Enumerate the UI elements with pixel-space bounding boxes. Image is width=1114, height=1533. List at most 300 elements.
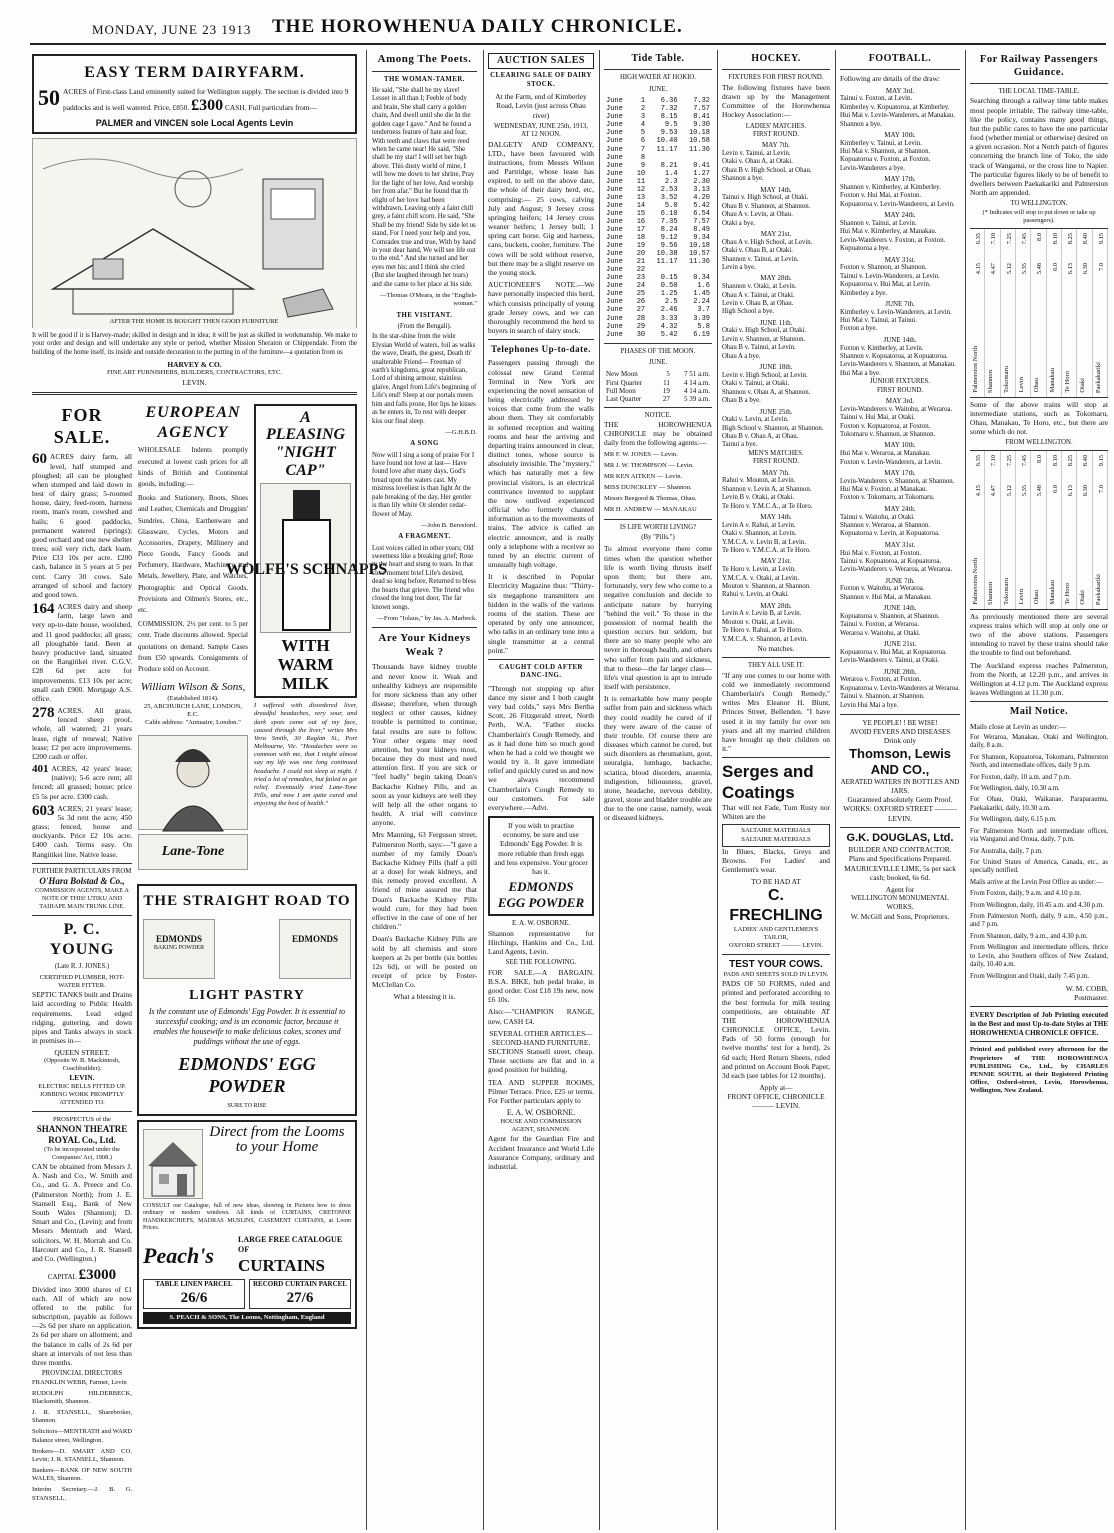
rail-station-name: Otaki [1079,590,1087,605]
poem4-text: Lost voices called in other years; Old sweetness like a breaking grief; Rose in the heart and stung to tears. In that clear moment brief Life's desired, dead so long before, Returned to bless the hearts that grieve. The friend who closed the long lost door, The far known songs. [372,544,477,611]
moon-cell: New Moon [606,370,638,379]
tide-cell: 9.53 [660,129,678,138]
tide-row [604,306,712,314]
tide-cell: 11.17 [656,145,678,154]
rail-station-column [1093,229,1108,397]
fixture-line: Foxton v. Levin-Wanderers, at Levin. [840,458,942,466]
divider [840,714,960,715]
moon-cell: 11 [663,378,670,387]
young-trade: CERTIFIED PLUMBER, HOT-WATER FITTER. [39,973,125,989]
tide-cell: 2.53 [660,185,678,194]
auckland-express: The Auckland express reaches Palmerston, from the North, at 12.20 p.m., and arrives in Wellington at 4.12 p.m. The Auckland express leaves Wellington at 11.30 p.m. [970,660,1108,698]
tide-cell: 15 [636,209,646,218]
fixture-line: Otaki v. Shannon, at Levin. [722,530,797,538]
ye-people: YE PEOPLE! ! BE WISE! [862,719,938,728]
tide-cell: 19 [636,242,646,251]
tide-cell: 2.24 [693,298,710,307]
moon-cell: First Quarter [606,378,642,387]
rail-time: 5.12 [1005,484,1013,496]
dairyfarm-text: ACRES of First-class Land eminently suited for Wellington supply. The section is divided into 9 paddocks and is well watered. Price, £850. [63,86,349,112]
monumental-works: WELLINGTON MONUMENTAL WORKS. [851,894,949,911]
fixture-line: Tainui v. Shannon, at Shannon. [840,693,925,701]
rail-time: 5.35 [1020,484,1028,496]
rail-time: 4.15 [975,484,982,496]
tide-cell: 3.52 [660,193,678,202]
fixture-line: Kopuatoroa v. Levin, at Kopuatoroa. [840,530,940,538]
rail-time: 4.15 [975,262,982,274]
divider [372,71,477,72]
agents-list [604,451,712,515]
divider [840,69,960,70]
divider [970,1006,1108,1007]
tide-cell: 10.18 [688,242,710,251]
hockey-mens-fixtures [722,469,830,644]
tide-cell: June [606,250,623,259]
tide-cell: 2.5 [664,298,678,307]
kidneys-p2: Mrs Manning, 63 Ferguson street, Palmerston North, says:—"I gave a number of my family Doan's Backache Kidney Pills (half a pill at a dose) for weak kidneys, and this remedy proved excellent. A friend of mine assured me that Doan's Backache Kidney Pills would cure, for they had been effective in the case of one of her children." [372,830,477,932]
tide-cell: 3.39 [693,314,710,323]
column-5 [604,50,712,1530]
tide-cell: June [606,201,623,210]
tide-row [604,315,712,323]
rail-time: 8.25 [1066,454,1074,466]
lady-portrait [138,735,248,830]
fixture-line: Hui Mai v. Tainui, at Tainui. [840,317,917,325]
kidneys-footer: What a blessing it is. [393,992,456,1002]
tide-cell: 2.46 [660,306,678,315]
tide-cell: 8.21 [660,161,678,170]
peach-footer: S. PEACH & SONS, The Looms, Nottingham, England [143,1312,351,1324]
rail-time: 7.45 [1020,454,1028,466]
tide-cell: June [606,274,623,283]
edmonds-tin-sub: BAKING POWDER [153,944,205,951]
fixture-line: Y.M.C.A. v. Otaki, at Levin. [722,574,800,582]
sale1-num: 60 [32,451,47,468]
tide-cell: June [606,137,623,146]
railway-sub: THE LOCAL TIME-TABLE. [998,88,1080,96]
tide-cell: 2.3 [664,177,678,186]
sale4-num: 401 [32,763,49,776]
mail-item: From Shannon, daily, 9 a.m., and 4.30 p.m. [970,932,1088,940]
fixture-date: JUNE 7th. [885,299,915,308]
tide-cell: June [606,185,623,194]
fixture-line: Levin A v. Rahui, at Levin. [722,521,796,529]
wilson-addr: 25, ABCHURCH LANE, LONDON, E.C. [143,702,243,719]
fixture-line: Te Horo v. Levin, at Levin. [722,566,796,574]
tide-row [604,234,712,242]
rail-station-column [1001,229,1016,397]
sale3-text: ACRES. All grass, fenced sheep proof, whole, all watered; 21 years lease, right of renewal; Native lease; £2 per acre improvements. £200 cash or offer. [32,706,132,761]
bolstad-firm: O'Hara Bolstad & Co., [39,876,125,887]
tide-cell: June [606,225,623,234]
rail-station-name: Paekakariki [1094,361,1102,393]
fixture-date: JUNE 14th. [883,604,917,613]
telephones-heading: Telephones Up-to-date. [491,344,591,355]
harvey-town: LEVIN. [182,377,207,387]
tide-row [604,137,712,145]
fixture-date: MAY 14th. [760,513,792,522]
rail-prev-note: As previously mentioned there are several express trains which will stop at only one or two of the above stations. Passengers intending to travel by these trains should take the trouble to find out beforehand. [970,611,1108,658]
tide-row [604,331,712,339]
avoid-fevers: AVOID FEVERS AND DISEASES [849,727,951,736]
fixture-line: Levin B v. Otaki, at Otaki. [722,494,795,502]
tide-cell: 14 [636,201,646,210]
fixture-date: JUNE 7th. [885,576,915,585]
record-curtain-parcel [249,1279,351,1308]
tide-row [604,105,712,113]
column-3 [372,50,477,1530]
tide-sub: HIGH WATER AT HOKIO. [619,74,697,82]
junior-first-round: FIRST ROUND. [877,386,923,394]
tide-cell: June [606,209,623,218]
fixture-line: Kopuatoroa v. Shannon, at Shannon. [840,612,940,620]
straight-road-heading: THE STRAIGHT ROAD TO [143,893,351,909]
mail-item: From Wellington, daily, 10.45 a.m. and 4.30 p.m. [970,901,1104,909]
tide-cell: 26 [636,298,646,307]
edmonds-egg-ad [488,816,594,916]
tide-cell: 8 [640,153,646,162]
divider [604,69,712,70]
tide-cell: June [606,169,623,178]
issue-date: MONDAY, JUNE 23 1913 [92,22,252,37]
tide-cell: 6.54 [693,209,710,218]
fixture-date: MAY 31st. [884,540,916,549]
fixture-line: Levin-Wanderers v. Foxton, at Foxton. [840,236,946,244]
tide-row [604,162,712,170]
mail-item: For Foxton, daily, 10 a.m. and 7 p.m. [970,773,1071,781]
agent-item: MR H. ANDREW — MANAKAU [604,506,697,514]
rail-station-name: Te Horo [1063,370,1071,393]
fixture-line: Otaki v. Ohau A, at Otaki. [722,158,793,166]
mail-list [970,734,1108,981]
sale2-num: 164 [32,601,55,618]
rail-station-column [1047,451,1062,609]
poem1-credit: —Thomas O'Meara, in the "English-woman." [379,292,477,308]
osborne-text: Shannon representative for Hitchings, Hankins and Co., Ltd. Land Agents, Levin. [488,928,594,957]
fixture-line: Shannon v. Ohau A, at Shannon. [722,388,811,396]
moon-cell: 19 [662,386,670,395]
tide-row [604,226,712,234]
fixture-date: JUNE 25th. [759,407,793,416]
column-6 [722,50,830,1530]
tide-row [604,210,712,218]
rail-station-column [1077,451,1092,609]
tide-cell: June [606,129,623,138]
for-sale-range: Also:—"CHAMPION RANGE, new, CASH £4. [488,1007,594,1026]
tide-row [604,146,712,154]
test-cows-heading: TEST YOUR COWS. [729,958,823,970]
fixture-line: Ohau B v. Shannon, at Shannon. [722,202,811,210]
poem4-credit: —From "Iolaus," by Jas. A. Marbeck. [377,614,477,622]
see-following: SEE THE FOLLOWING. [505,959,577,967]
poem2-credit: —G.H.B.D. [445,429,477,436]
fixture-line: Tainui v. High School, at Otaki. [722,194,809,202]
record-curtain-price: 27/6 [286,1289,314,1306]
peach-brand: Peach's [143,1243,214,1269]
moon-row [604,379,712,387]
tide-row [604,186,712,194]
fixture-line: Te Horo v. Y.M.C.A., at Te Horo. [722,502,813,510]
tide-row [604,266,712,274]
tide-cell: 0.34 [693,274,710,283]
edmonds-tin-left [143,919,215,979]
table-linen-label: TABLE LINEN PARCEL [155,1280,233,1289]
tide-row [604,202,712,210]
fixture-line: Kopuatoroa v. Hui Mai, at Levin. [840,281,931,289]
caught-cold-heading: CAUGHT COLD AFTER DANC-ING. [499,663,583,680]
mail-item: From Foxton, daily, 9 a.m. and 4.10 p.m. [970,890,1082,898]
fixture-line: Weraroa v. Foxton, at Foxton. [840,676,922,684]
rail-timetable-to-wellington [970,228,1108,398]
dairyfarm-cash-suffix: CASH. Full particulars from— [224,103,317,112]
rail-station-name: Palmerston North [972,345,979,393]
fixture-line: Otaki v. Levin, at Levin. [722,416,789,424]
tide-row [604,282,712,290]
tide-cell: June [606,242,623,251]
european-agency-heading: EUROPEAN AGENCY [145,403,241,441]
wolfe-name: WOLFE'S SCHNAPPS [225,561,388,579]
fixture-line: Rahui v. Levin, at Otaki. [722,591,789,599]
tide-cell: 4.20 [693,193,710,202]
fixture-line: Kopuatoroa a bye. [840,245,891,253]
straight-road-text: Is the constant use of Edmonds' Egg Powder. It is essential to successful cooking; and is an economic factor, because it enables the housewife to make delicious cakes, scones and puddings without the use of eggs. [148,1006,346,1046]
fixture-line: Kopuatoroa v. Levin-Wanderers at Weraroa. [840,684,960,692]
divider [722,657,830,658]
telephones-text-2: It is described in Popular Electricity Magazine thus: "Thirty-six megaphone transmitters are hidden in the walls of the various rooms of the station. These are operated by only one announcer, who talks in an ordinary tone into a single transmitter at a central point." [488,572,594,655]
divider [488,659,594,660]
rail-time: 5.48 [1036,262,1044,274]
table-linen-price: 26/6 [180,1289,208,1306]
mens-matches: MEN'S MATCHES. [748,449,804,457]
tide-row [604,298,712,306]
tide-cell: 5.42 [693,201,710,210]
divider [970,83,1108,84]
divider [840,827,960,828]
tide-cell: 9 [640,161,646,170]
newspaper-title: THE HOROWHENUA DAILY CHRONICLE. [272,16,683,37]
junior-fixtures: JUNIOR FIXTURES. [869,378,931,386]
light-pastry: LIGHT PASTRY [189,987,305,1003]
fixture-line: Levin a bye. [722,264,756,271]
fixture-line: Shannon v. Kopuatoroa, at Kopuatoroa. [840,352,948,360]
life-sub: (By "Pills.") [641,534,675,542]
fixture-line: Levin v. Shannon, at Shannon. [722,335,806,343]
peach-curtains-ad [137,1120,357,1329]
fixture-line: Kopuatoroa v. Hui Mai, at Kopuatoroa. [840,648,947,656]
agent-item: MR KEN AITKEN — Levin. [604,472,683,480]
column-separator [717,50,718,1530]
tide-row [604,129,712,137]
rail-time: 6.35 [975,232,982,244]
life-text: To almost everyone there come times when the question whether life is worth living thrusts itself upon them; but there are, fortunately, very few who come to a negative conclusion and decide to anticipate nature by hurrying "behind the veil." To those in the possession of normal health the question occurs but seldom, but there are so many people who are never in thorough health, and others who suffer from pain and sickness, that to these—the far larger class—life's vital question is apt to intrude itself with persistence. [604,544,712,692]
tide-cell: June [606,298,623,307]
edmonds-peach-region [137,880,357,1530]
young-text: SEPTIC TANKS built and Drains laid according to Public Health requirements. Lead edged ridging, guttering, and down pipes and Tanks always in stock in premises in— [32,990,132,1046]
osborne-name: E. A. W. OSBORNE. [512,920,570,928]
european-agency-text: WHOLESALE Indents promptly executed at lowest cash prices for all kinds of British and Continental goods, including:— [138,446,248,488]
tide-cell: 30 [636,330,646,339]
divider [32,915,132,916]
fixture-date: MAY 14th. [760,185,792,194]
football-senior-fixtures [840,87,960,379]
director-item: Interim Secretary.—J. B. G. STANSELL. [32,1486,132,1502]
fixture-line: Hui Mai v. Foxton, at Manakau. [840,486,928,494]
tide-cell: 8.41 [693,113,710,122]
tide-cell: 5.8 [697,322,710,331]
edmonds-egg-text: If you wish to practise economy, be sure and use Edmonds' Egg Powder. It is more reliable than fresh eggs and less expensive. Your grocer has it. [494,821,588,876]
job-printing: EVERY Description of Job Printing executed in the Best and most Up-to-date Styles at THE HOROWHENUA CHRONICLE OFFICE. [970,1011,1108,1037]
tide-cell: June [606,266,623,275]
mail-intro: Mails close at Levin as under:— [970,721,1067,731]
fixture-date: MAY 10th. [884,130,916,139]
director-item: RUDOLPH HILDERBECK, Blacksmith, Shannon. [32,1389,132,1405]
kidneys-p1: Thousands have kidney trouble and never know it. Weak and unhealthy kidneys are responsible for more sickness than any other disease; therefore, when through neglect or other causes, kidney trouble is permitted to continue, fatal results are sure to follow. Your other organs may need attention, but your kidneys most, because they do most and need attention first. If you are sick or "feel badly" begin taking Doan's Backache Kidney Pills, and as soon as your kidneys are well they will help all the other organs to health. A trial will convince anyone. [372,662,477,828]
dairyfarm-heading: EASY TERM DAIRYFARM. [84,64,305,81]
wilson-firm: William Wilson & Sons, [140,681,246,694]
fixture-line: Levin-Wanderers v. Weraroa, at Weraroa. [840,566,953,574]
dairyfarm-ad [32,54,357,134]
sale3-num: 278 [32,705,55,722]
mail-item: From Wellington and intermediate offices, thrice to Levin, also Southern offices of New Zealand, daily, 10.40 a.m. [970,944,1108,969]
fixture-line: Kimberley v. Tainui, at Levin. [840,139,922,147]
wolfe-with: WITH WARM MILK [277,636,334,693]
rail-time: 6.30 [1082,262,1090,274]
poem1-text: He said, "She shall be my slave! Lesser in all than I; Feeble of body and brain, She shall carry a golden chain, And dwell until she die In the golden cage I gave." And he found a tenderness feature of hate and fear, With teeth and claws that were reed when he came near! He said, "She shall be my star! I will set her high above. This dusty world of mine, I will bow me down to her shrine, Pray for the light of her love, And worship her from afar." But he found that th elight of her love had been withdrawn, Leaving only a faint chill grey, a faint chill scorn. He said, "She Shall be my friend! Side by side let us stand, For I need your help and you, Comrades true and true, With by hand in your dear hand, We will see life out to the end." And she turned and her eyes met his; and I think she cried (But she laughed through her tears) and she came to her place at his side. [372,87,476,288]
divider [32,392,357,395]
masthead [0,0,1114,50]
capital-text: Divided into 3000 shares of £1 each. All of which are now offered to the public for subscription, payable as follows—2s 6d per share on application, 2s 6d per share on allotment, and the balance in calls of 2s 6d per share at intervals of not less than three months. [32,1284,132,1367]
rail-time: 8.40 [1082,454,1090,466]
hockey-heading: HOCKEY. [751,53,801,64]
fixture-line: Levin v. High School, at Levin. [722,371,808,379]
tide-cell: June [606,97,623,106]
tide-cell: 1 [640,97,646,106]
fixture-line: Foxton v. Kimberley, at Levin. [840,344,924,352]
rail-time: 6.0 [1051,484,1059,493]
young-opp: (Opposite W. B. Mackintosh, Coachbuilder). [44,1057,120,1073]
tide-cell: June [606,234,623,243]
edmonds-straight-road-ad [137,884,357,1116]
fixture-line: Shannon a bye. [840,120,882,128]
agent-item: MISS DUNCKLEY — Shannon. [604,484,692,492]
tide-cell: 5 [640,129,646,138]
tide-row [604,218,712,226]
further-particulars: FURTHER PARTICULARS FROM [32,867,132,875]
tide-cell: 11.17 [656,258,678,267]
for-sale-bike: FOR SALE.—A BARGAIN. B.S.A. BIKE, hub pedal brake, in good order. Cost £18 19s new, now £6 10s. [488,967,594,1005]
fixture-line: Levin A v. Levin B, at Levin. [722,610,802,618]
tide-row [604,258,712,266]
fixture-line: Otaki v. High School, at Otaki. [722,327,807,335]
thomson-lewis: Thomson, Lewis AND CO., [849,745,951,777]
tide-row [604,323,712,331]
divider [970,701,1108,702]
rail-time: 5.48 [1036,484,1044,496]
tide-cell: June [606,314,623,323]
mail-item: For Shannon, Kopuatoroa, Tokomaru, Palmerston North, and intermediate offices, daily 9 p.m. [970,753,1108,770]
notice-heading: NOTICE. [644,411,672,419]
saltaire-2: SALTAIRE MATERIALS [741,835,811,843]
sale5-text: ACRES; 21 years' lease; 5s 3d rent the acre; 450 grass; fenced, house and stockyards. Price £2 10s acre. £400 cash. Terms easy. On Rangitikei line. Native lease. [32,803,132,859]
fixture-date: MAY 21st. [760,230,792,239]
tide-cell: June [606,282,623,291]
mail-item: For United States of America, Canada, etc., as specially notified. [970,858,1108,875]
rail-time: 6.30 [1082,484,1090,496]
fixture-line: Rahui v. Mouton, at Levin. [722,477,796,485]
agent-for: Agent for [885,885,915,894]
tide-cell: 10.58 [688,137,710,146]
edmonds-egg-brand: EDMONDS' EGG POWDER [178,1053,316,1096]
poem1-title: THE WOMAN-TAMER. [383,75,465,83]
tide-cell: 2.30 [693,177,710,186]
tide-cell: 25 [636,290,646,299]
tide-cell: 27 [636,306,646,315]
fixture-line: Levin-Wanderers v. Shannon, at Shannon. [840,477,955,485]
hockey-intro: The following fixtures have been drawn up by the Management Committee of the Horowhenua Hockey Association:— [722,82,830,120]
moon-row [604,387,712,395]
moon-row [604,370,712,378]
tide-cell: 9.5 [664,121,678,130]
tide-cell: 3.33 [660,314,678,323]
fixture-line: Tainui a bye. [722,441,758,449]
divider [722,757,830,758]
edmonds-egg-brand-small: EDMONDS EGG POWDER [497,879,585,911]
table-linen-parcel [143,1279,245,1308]
tide-cell: June [606,258,623,267]
moon-table [604,370,712,402]
aerated-waters: AERATED WATERS IN BOTTLES AND JARS. [840,777,960,795]
rail-station-column [1031,451,1046,609]
hockey-sub: FIXTURES FOR FIRST ROUND. [728,74,824,82]
life-text-2: It is remarkable how many people suffer from pain and sickness which they could readily be cured of if they were aware of the cause of their trouble. Of course there are diseases which cannot be cured, but such disorders as rheumatism, gout, neuralgia, lumbago, backache, sciatica, blood disorders, anaemia, indigestion, biliousness, gravel, stone, headache, nervous debility, gravel, stone and bladder trouble are due to the one cause, namely, weak or diseased kidneys. [604,694,712,823]
tide-cell: June [606,105,623,114]
tide-cell: 6.10 [660,209,678,218]
drink-only: Drink only [883,736,917,746]
osborne-name-2: E. A. W. OSBORNE. [506,1108,576,1118]
tide-cell: 0.50 [660,282,678,291]
tide-cell [647,154,679,162]
clearing-sale-note: AUCTIONEER'S NOTE.—We have personally inspected this herd, which consists principally of young grade Jersey cows, and we can thoroughly recommend the herd to buyers in search of dairy stock. [488,280,594,336]
rail-time: 5.12 [1005,262,1013,274]
tide-cell: 12 [636,185,646,194]
tide-cell: 7.32 [660,105,678,114]
sale2-text: ACRES dairy and sheep farm, large lawn and very up-to-date house, woolshed, and 11 good paddocks; all grass; all ploughable land. Been at heavy productive land, situated on the Rangitikei river. C.G.V. £28 6d per acre for improvements. £13 10s per acre; small cash £900. Mortgage A.S. office. [32,602,132,703]
to-be-had: TO BE HAD AT [751,877,801,887]
tide-cell: 8.24 [660,225,678,234]
fixture-line: Shannon a bye. [722,175,764,183]
clearing-sale-date: WEDNESDAY, JUNE 25th, 1913, [493,122,589,130]
works-address: WORKS: OXFORD STREET ——— LEVIN. [843,804,957,823]
tide-cell: 28 [636,314,646,323]
tide-cell: 7 [640,145,646,154]
theatre-inc: (To be incorporated under the Companies' Act, 1908.) [44,1146,120,1162]
tide-cell: June [606,330,623,339]
rail-time: 7.0 [1097,484,1105,493]
director-item: Solicitors—MENTRATH and WARD Balance street, Wellington. [32,1428,132,1444]
tide-cell: 8.15 [660,113,678,122]
fixture-line: Kopuatoroa v. Levin-Wanderers, at Levin. [840,200,955,208]
rail-station-column [1062,451,1077,609]
rail-time: 9.15 [1097,232,1105,244]
tide-cell: June [606,145,623,154]
capital-value: £3000 [78,1267,117,1284]
moon-heading: PHASES OF THE MOON. [620,347,696,355]
fixture-date: JUNE 18th. [759,363,793,372]
douglas-heading: G.K. DOUGLAS, Ltd. [846,831,954,844]
column-separator [599,50,600,1530]
rail-stop-note: Some of the above trains will stop at intermediate stations, such as Tokomaru, Ohau, Manakau, Te Horo, etc., but there are some which do not. [970,399,1108,437]
bolstad-sub: COMMISSION AGENTS, MAKE A NOTE OF THIS! UTIKU AND TAIHAPE MAIN TRUNK LINE. [35,887,129,910]
